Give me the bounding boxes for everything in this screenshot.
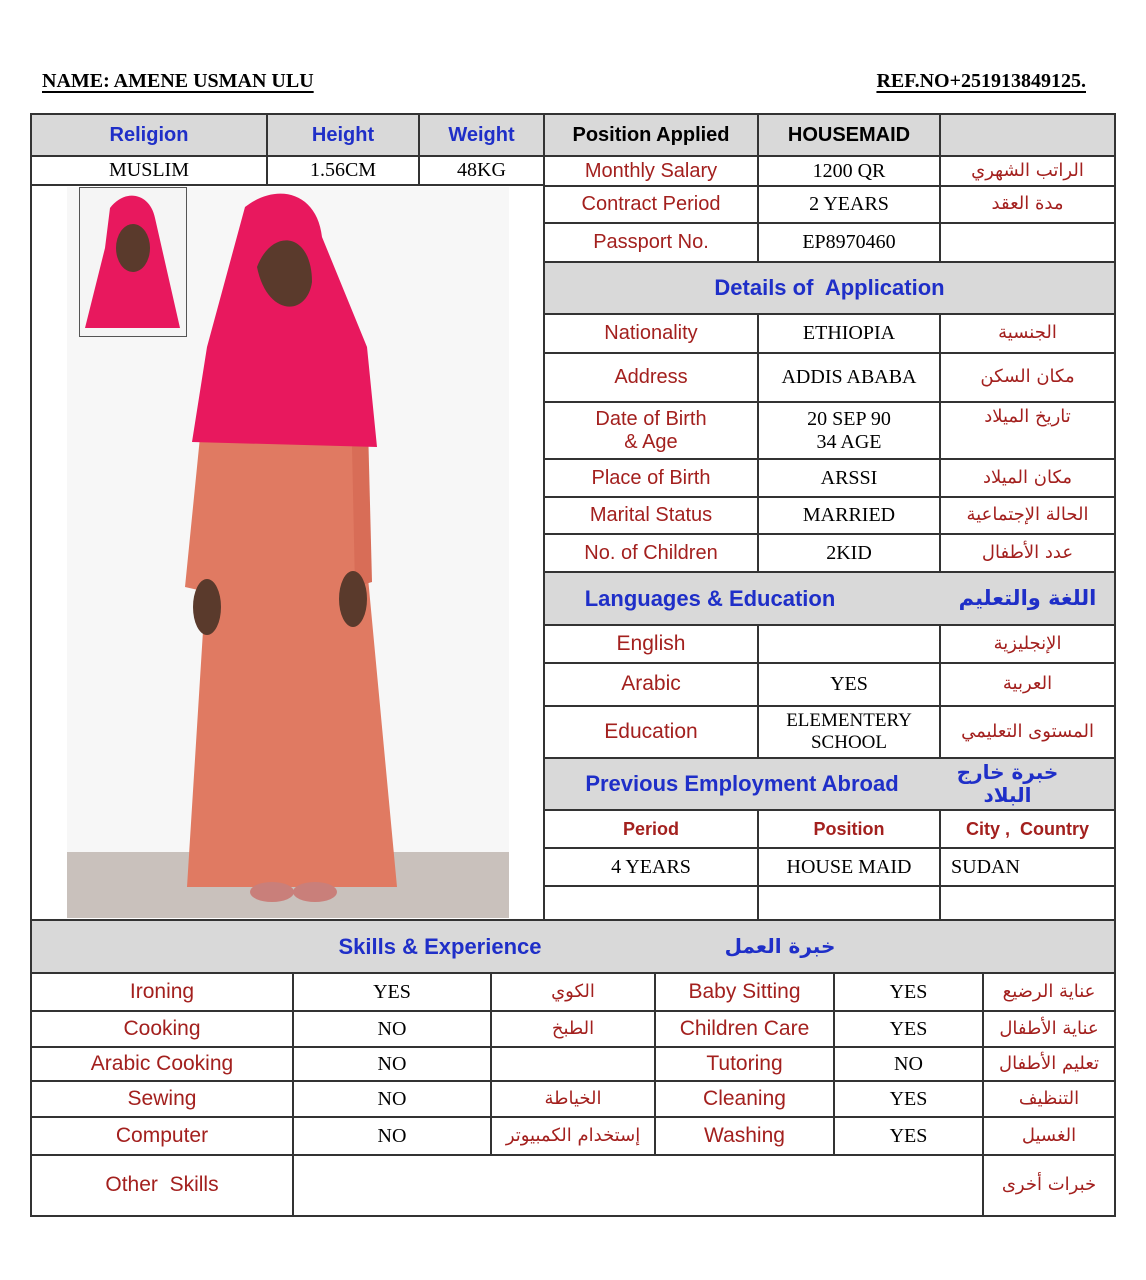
monthly-salary-value: 1200 QR bbox=[812, 159, 886, 182]
portrait-photo bbox=[79, 187, 187, 337]
dob-label-line2: & Age bbox=[624, 430, 678, 453]
monthly-salary-arabic: الراتب الشهري bbox=[971, 159, 1084, 181]
religion-value: MUSLIM bbox=[108, 159, 189, 181]
height-value: 1.56CM bbox=[309, 159, 377, 181]
right-skill-label: Baby Sitting bbox=[688, 979, 801, 1003]
arabic-value: YES bbox=[830, 673, 868, 695]
dob-arabic: تاريخ الميلاد bbox=[984, 405, 1071, 427]
left-skill-value: NO bbox=[377, 1017, 407, 1040]
dob-value-date: 20 SEP 90 bbox=[807, 407, 891, 430]
languages-title-arabic: اللغة والتعليم bbox=[958, 586, 1097, 611]
skills-title: Skills & Experience bbox=[338, 933, 542, 959]
left-skill-value: NO bbox=[377, 1087, 407, 1110]
weight-value: 48KG bbox=[457, 159, 506, 181]
marital-status-value: MARRIED bbox=[802, 504, 896, 526]
religion-label: Religion bbox=[109, 123, 189, 146]
right-skill-label: Tutoring bbox=[706, 1051, 783, 1075]
right-skill-arabic: عناية الأطفال bbox=[999, 1017, 1099, 1039]
contract-period-value: 2 YEARS bbox=[809, 193, 889, 215]
marital-status-arabic: الحالة الإجتماعية bbox=[966, 504, 1089, 526]
children-arabic: عدد الأطفال bbox=[981, 541, 1074, 563]
other-skills-arabic: خبرات أخرى bbox=[1001, 1174, 1097, 1196]
details-title: Details of Application bbox=[714, 275, 945, 301]
passport-value: EP8970460 bbox=[802, 231, 896, 253]
right-skill-arabic: الغسيل bbox=[1021, 1124, 1077, 1146]
left-skill-label: Arabic Cooking bbox=[90, 1051, 234, 1075]
employment-period-value: 4 YEARS bbox=[611, 855, 691, 878]
right-skill-value: YES bbox=[889, 980, 928, 1003]
arabic-label: Arabic bbox=[621, 672, 681, 696]
marital-status-label: Marital Status bbox=[589, 504, 713, 526]
left-skill-arabic: الطبخ bbox=[551, 1017, 595, 1039]
left-skill-arabic bbox=[492, 1048, 654, 1080]
position-applied-label: Position Applied bbox=[572, 123, 730, 146]
left-skill-label: Sewing bbox=[127, 1086, 197, 1110]
left-skill-label: Cooking bbox=[123, 1016, 201, 1040]
english-arabic: الإنجليزية bbox=[993, 632, 1062, 654]
left-skill-value: NO bbox=[377, 1124, 407, 1147]
dob-label bbox=[545, 403, 757, 458]
left-skill-arabic: الخياطة bbox=[544, 1087, 602, 1109]
other-skills-label: Other Skills bbox=[105, 1173, 219, 1197]
place-of-birth-value: ARSSI bbox=[820, 466, 878, 489]
right-skill-value: YES bbox=[889, 1087, 928, 1110]
children-value: 2KID bbox=[826, 541, 872, 564]
education-label: Education bbox=[604, 719, 698, 743]
address-value: ADDIS ABABA bbox=[781, 366, 917, 388]
contract-period-arabic: مدة العقد bbox=[991, 193, 1064, 215]
children-label: No. of Children bbox=[584, 541, 718, 564]
education-value-line1: ELEMENTERY bbox=[786, 710, 912, 732]
period-column-header: Period bbox=[622, 818, 679, 839]
right-skill-value: YES bbox=[889, 1124, 928, 1147]
position-applied-value: HOUSEMAID bbox=[787, 123, 911, 146]
address-arabic: مكان السكن bbox=[980, 366, 1075, 388]
education-value bbox=[759, 707, 939, 757]
dob-value-age: 34 AGE bbox=[816, 430, 882, 453]
portrait-photo-image bbox=[80, 188, 186, 336]
city-country-column-header: City , Country bbox=[965, 818, 1089, 839]
right-skill-arabic: تعليم الأطفال bbox=[998, 1052, 1100, 1074]
nationality-value: ETHIOPIA bbox=[802, 322, 896, 344]
employment-title-arabic: خبرة خارج البلاد bbox=[956, 760, 1059, 807]
right-skill-value: YES bbox=[889, 1017, 928, 1040]
monthly-salary-label: Monthly Salary bbox=[584, 159, 718, 182]
dob-value bbox=[759, 403, 939, 458]
reference-number: REF.NO+251913849125. bbox=[876, 70, 1086, 92]
nationality-arabic: الجنسية bbox=[998, 322, 1057, 344]
right-skill-arabic: عناية الرضيع bbox=[1002, 980, 1096, 1002]
english-label: English bbox=[616, 631, 686, 655]
height-label: Height bbox=[311, 123, 375, 146]
dob-label-line1: Date of Birth bbox=[595, 407, 707, 430]
left-skill-value: YES bbox=[373, 980, 411, 1003]
employment-city-value: SUDAN bbox=[951, 855, 1020, 878]
education-arabic: المستوى التعليمي bbox=[961, 720, 1094, 742]
position-column-header: Position bbox=[813, 818, 885, 839]
employment-title: Previous Employment Abroad bbox=[585, 771, 899, 797]
skills-title-arabic: خبرة العمل bbox=[724, 934, 836, 958]
languages-title: Languages & Education bbox=[584, 585, 836, 611]
right-skill-label: Washing bbox=[704, 1123, 785, 1147]
place-of-birth-arabic: مكان الميلاد bbox=[982, 466, 1073, 488]
left-skill-arabic: إستخدام الكمبيوتر bbox=[505, 1124, 641, 1146]
left-skill-label: Computer bbox=[115, 1123, 209, 1147]
passport-label: Passport No. bbox=[593, 231, 709, 253]
place-of-birth-label: Place of Birth bbox=[591, 466, 711, 489]
left-skill-label: Ironing bbox=[129, 979, 195, 1003]
english-value bbox=[759, 626, 939, 662]
left-skill-value: NO bbox=[377, 1052, 407, 1075]
weight-label: Weight bbox=[448, 123, 515, 146]
left-skill-arabic: الكوي bbox=[551, 980, 595, 1002]
contract-period-label: Contract Period bbox=[581, 193, 721, 215]
nationality-label: Nationality bbox=[604, 322, 698, 344]
right-skill-label: Cleaning bbox=[703, 1086, 786, 1110]
right-skill-label: Children Care bbox=[679, 1016, 810, 1040]
employment-position-value: HOUSE MAID bbox=[786, 855, 912, 878]
arabic-arabic: العربية bbox=[1002, 673, 1053, 695]
address-label: Address bbox=[614, 366, 688, 388]
candidate-name: NAME: AMENE USMAN ULU bbox=[42, 70, 314, 92]
education-value-line2: SCHOOL bbox=[810, 732, 887, 753]
right-skill-value: NO bbox=[894, 1052, 923, 1075]
right-skill-arabic: التنظيف bbox=[1018, 1087, 1080, 1109]
